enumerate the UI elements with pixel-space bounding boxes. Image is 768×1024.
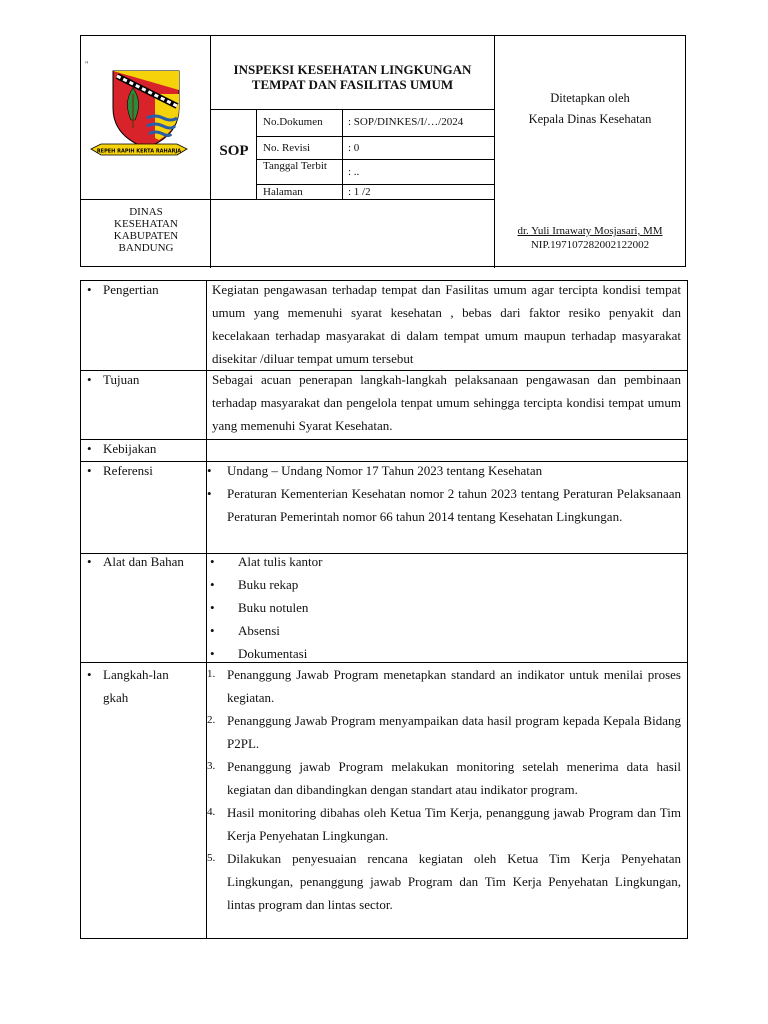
signature-block [494,224,686,252]
referensi-item: • Peraturan Kementerian Kesehatan nomor 2 tahun 2023 tentang Peraturan Pelaksanaan Peraturan Pemerintah nomor 66 tahun 2014 tentang Kesehatan Lingkungan. [207,486,681,524]
meta-value-halaman: : 1 /2 [348,186,371,198]
sop-content-table [80,280,688,939]
alat-item: • Buku notulen [210,600,309,615]
meta-key-tanggal-terbit: Tanggal Terbit [263,160,327,172]
tujuan-text: Sebagai acuan penerapan langkah-langkah pelaksanaan pengawasan dan pembinaan terhadap masyarakat dan pengelola tenpat umum sehingga tercipta kondisi tempat umum yang memenuhi Syarat Kesehatan. [212,372,681,433]
alat-item: • Buku rekap [210,577,299,592]
dinas-name: DINAS KESEHATAN KABUPATEN BANDUNG [113,206,179,254]
meta-key-no-dokumen: No.Dokumen [263,116,323,128]
signer-name: dr. Yuli Irnawaty Mosjasari, MM [517,225,663,237]
document-title: INSPEKSI KESEHATAN LINGKUNGAN TEMPAT DAN FASILITAS UMUM [233,62,472,92]
meta-key-no-revisi: No. Revisi [263,142,311,154]
pengertian-text: Kegiatan pengawasan terhadap tempat dan Fasilitas umum agar tercipta kondisi tempat umum yang memenuhi syarat kesehatan , bebas dari faktor resiko penyakit dan kecelakaan terhadap masyarakat di dalam tempat umum maupun terhadap masyarakat disekitar /diluar tempat umum tersebut [212,282,681,366]
logo-motto: REPEH RAPIH KERTA RAHARJA [96,148,182,155]
alat-item: • Absensi [210,623,280,638]
label-pengertian: • Pengertian [87,282,159,297]
langkah-item: 4. Hasil monitoring dibahas oleh Ketua Tim Kerja, penanggung jawab Program dan Tim Kerja Penyehatan Lingkungan. [207,805,681,843]
kabupaten-bandung-logo [87,66,191,166]
langkah-item: 3. Penanggung jawab Program melakukan monitoring setelah menerima data hasil kegiatan dan dibandingkan dengan standart atau indikator program. [207,759,681,797]
ditetapkan-oleh: Ditetapkan oleh [550,91,630,105]
langkah-list [207,663,681,916]
referensi-item: • Undang – Undang Nomor 17 Tahun 2023 tentang Kesehatan [207,463,543,478]
label-langkah-langkah: • Langkah-langkah [87,667,169,705]
label-referensi: • Referensi [87,463,153,478]
approval-block [494,88,686,130]
kepala-dinas: Kepala Dinas Kesehatan [528,112,652,126]
meta-value-tanggal-terbit: : .. [348,166,360,178]
label-kebijakan: • Kebijakan [87,441,157,456]
signer-nip: NIP.197107282002122002 [530,239,650,251]
label-alat-dan-bahan: • Alat dan Bahan [87,554,184,569]
sop-label: SOP [219,143,249,159]
meta-key-halaman: Halaman [263,186,303,198]
meta-value-no-dokumen: : SOP/DINKES/I/…/2024 [348,116,464,128]
langkah-item: 1. Penanggung Jawab Program menetapkan standard an indikator untuk menilai proses kegiatan. [207,667,681,705]
langkah-item: 2. Penanggung Jawab Program menyampaikan data hasil program kepada Kepala Bidang P2PL. [207,713,681,751]
header-mark: " [85,60,89,69]
alat-list [207,550,681,665]
sop-header-table [80,35,686,267]
alat-item: • Alat tulis kantor [210,554,323,569]
label-tujuan: • Tujuan [87,372,140,387]
meta-value-no-revisi: : 0 [348,142,360,154]
alat-item: • Dokumentasi [210,646,308,661]
langkah-item: 5. Dilakukan penyesuaian rencana kegiatan oleh Ketua Tim Kerja Penyehatan Lingkungan, penanggung jawab Program dan Tim Kerja Penyehatan Lingkungan, lintas program dan lintas sector. [207,851,681,912]
referensi-list [207,459,681,528]
